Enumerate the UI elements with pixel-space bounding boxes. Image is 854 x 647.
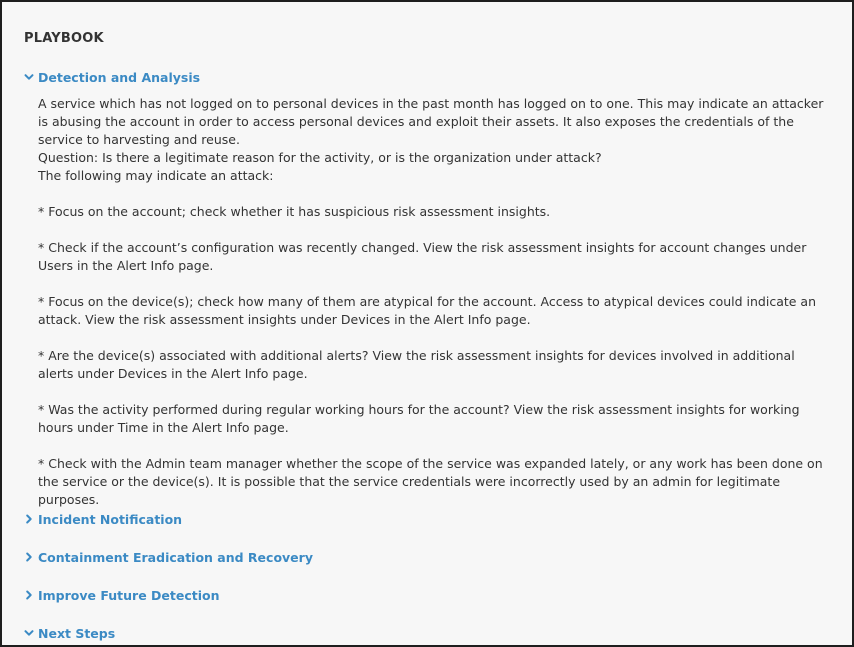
section-label: Improve Future Detection	[38, 587, 220, 603]
chevron-right-icon	[23, 589, 35, 601]
check-item: * Check if the account’s configuration was recently changed. View the risk assessment insights for account changes under Users in the Alert Info page.	[38, 240, 807, 273]
section-header-next-steps[interactable]	[23, 623, 115, 643]
section-header-improve-future-detection[interactable]	[23, 585, 220, 605]
section-label: Next Steps	[38, 625, 116, 641]
section-label: Detection and Analysis	[38, 69, 201, 85]
intro-paragraph: The following may indicate an attack:	[38, 168, 274, 183]
section-header-detection-and-analysis[interactable]	[23, 67, 200, 87]
section-label: Incident Notification	[38, 511, 183, 527]
check-item: * Focus on the device(s); check how many of them are atypical for the account. Access to atypical devices could indicate an attack. View the risk assessment insights under Devices in the Alert Info page.	[38, 294, 816, 327]
description-paragraph: A service which has not logged on to personal devices in the past month has logged on to one. This may indicate an attacker is abusing the account in order to access personal devices and exploit their assets. It also exposes the credentials of the service to harvesting and reuse.	[38, 96, 824, 147]
chevron-right-icon	[23, 551, 35, 563]
section-label: Containment Eradication and Recovery	[38, 549, 313, 565]
section-header-incident-notification[interactable]	[23, 509, 182, 529]
check-item: * Was the activity performed during regular working hours for the account? View the risk assessment insights for working hours under Time in the Alert Info page.	[38, 402, 800, 435]
panel-title: PLAYBOOK	[24, 31, 104, 46]
chevron-down-icon	[23, 71, 35, 83]
chevron-right-icon	[23, 513, 35, 525]
check-item: * Check with the Admin team manager whether the scope of the service was expanded lately, or any work has been done on the service or the device(s). It is possible that the service credentials were incorrectly used by an admin for legitimate purposes.	[38, 456, 823, 507]
chevron-down-icon	[23, 627, 35, 639]
section-header-containment-eradication-and-recovery[interactable]	[23, 547, 313, 567]
question-paragraph: Question: Is there a legitimate reason for the activity, or is the organization under attack?	[38, 150, 602, 165]
check-item: * Are the device(s) associated with additional alerts? View the risk assessment insights for devices involved in additional alerts under Devices in the Alert Info page.	[38, 348, 795, 381]
section-body-detection-and-analysis	[38, 95, 832, 509]
check-item: * Focus on the account; check whether it has suspicious risk assessment insights.	[38, 204, 551, 219]
